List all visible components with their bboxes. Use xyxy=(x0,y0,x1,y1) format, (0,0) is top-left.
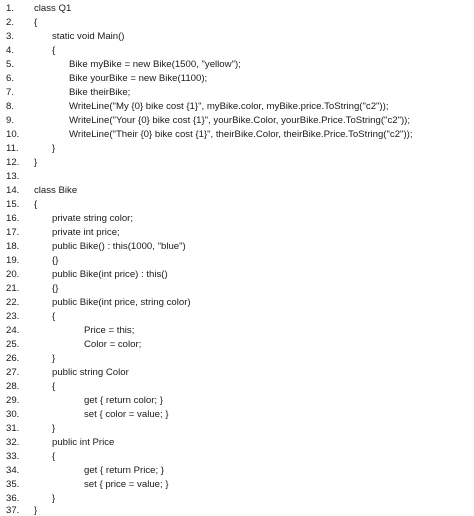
line-number: 20. xyxy=(6,269,20,280)
line-number: 3. xyxy=(6,31,15,42)
line-number: 21. xyxy=(6,283,20,294)
line-code: { xyxy=(52,451,56,462)
line-number: 8. xyxy=(6,101,15,112)
line-code: class Bike xyxy=(34,185,78,196)
line-code: public int Price xyxy=(52,437,115,448)
line-number: 30. xyxy=(6,409,20,420)
line-number: 4. xyxy=(6,45,15,56)
line-code: { xyxy=(52,381,56,392)
line-number: 11. xyxy=(6,143,19,154)
line-code: Bike myBike = new Bike(1500, "yellow"); xyxy=(69,59,241,70)
line-number: 35. xyxy=(6,479,20,490)
line-code: } xyxy=(34,157,38,168)
line-number: 5. xyxy=(6,59,15,70)
line-code: { xyxy=(34,199,38,210)
line-code: public Bike() : this(1000, "blue") xyxy=(52,241,186,252)
line-number: 9. xyxy=(6,115,15,126)
line-number: 14. xyxy=(6,185,20,196)
line-number: 32. xyxy=(6,437,20,448)
line-number: 26. xyxy=(6,353,20,364)
line-number: 23. xyxy=(6,311,20,322)
line-code: public string Color xyxy=(52,367,129,378)
line-code: {} xyxy=(52,283,59,294)
line-code: {} xyxy=(52,255,59,266)
line-code: static void Main() xyxy=(52,31,125,42)
line-code: { xyxy=(34,17,38,28)
line-code: } xyxy=(52,143,56,154)
line-number: 24. xyxy=(6,325,20,336)
line-code: } xyxy=(52,493,56,504)
line-number: 22. xyxy=(6,297,20,308)
line-code: get { return color; } xyxy=(84,395,163,406)
line-number: 36. xyxy=(6,493,20,504)
line-number: 17. xyxy=(6,227,20,238)
line-code: { xyxy=(52,311,56,322)
line-number: 31. xyxy=(6,423,20,434)
line-code: private string color; xyxy=(52,213,134,224)
line-number: 16. xyxy=(6,213,20,224)
line-number: 34. xyxy=(6,465,20,476)
line-number: 7. xyxy=(6,87,15,98)
line-code: Bike yourBike = new Bike(1100); xyxy=(69,73,208,84)
line-code: WriteLine("Their {0} bike cost {1}", theirBike.Color, theirBike.Price.ToString("c2")); xyxy=(69,129,413,140)
line-code: Color = color; xyxy=(84,339,142,350)
line-number: 29. xyxy=(6,395,20,406)
line-code: private int price; xyxy=(52,227,120,238)
line-code: } xyxy=(52,353,56,364)
line-code: Price = this; xyxy=(84,325,135,336)
line-code: WriteLine("Your {0} bike cost {1}", yourBike.Color, yourBike.Price.ToString("c2")); xyxy=(69,115,411,126)
line-number: 25. xyxy=(6,339,20,350)
line-code: class Q1 xyxy=(34,3,72,14)
line-code: Bike theirBike; xyxy=(69,87,131,98)
line-code: set { color = value; } xyxy=(84,409,169,420)
line-number: 15. xyxy=(6,199,20,210)
line-number: 1. xyxy=(6,3,15,14)
line-number: 28. xyxy=(6,381,20,392)
line-number: 10. xyxy=(6,129,20,140)
line-code: } xyxy=(34,505,38,516)
line-code: public Bike(int price) : this() xyxy=(52,269,168,280)
line-number: 6. xyxy=(6,73,15,84)
line-code: { xyxy=(52,45,56,56)
line-code: } xyxy=(52,423,56,434)
line-number: 27. xyxy=(6,367,20,378)
line-number: 19. xyxy=(6,255,20,266)
line-number: 13. xyxy=(6,171,20,182)
line-number: 37. xyxy=(6,505,20,516)
line-number: 12. xyxy=(6,157,20,168)
line-number: 18. xyxy=(6,241,20,252)
line-number: 2. xyxy=(6,17,15,28)
line-number: 33. xyxy=(6,451,20,462)
line-code: set { price = value; } xyxy=(84,479,169,490)
line-code: public Bike(int price, string color) xyxy=(52,297,191,308)
line-code: get { return Price; } xyxy=(84,465,164,476)
line-code: WriteLine("My {0} bike cost {1}", myBike.color, myBike.price.ToString("c2")); xyxy=(69,101,389,112)
